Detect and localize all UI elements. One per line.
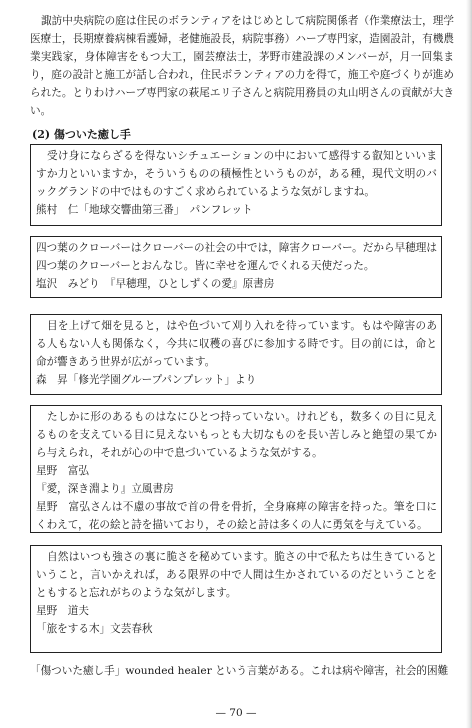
quote-box-3 xyxy=(30,314,442,395)
section-heading: (2) 傷ついた癒し手 xyxy=(32,128,131,141)
page-number: — 70 — xyxy=(215,707,257,719)
quote-box-4 xyxy=(30,405,442,533)
quote-note: 星野 富弘さんは不慮の事故で首の骨を骨折，全身麻痺の障害を持った。筆を口にくわえて，花の絵と詩を描いており，その絵と詩は多くの人に勇気を与えている。 xyxy=(36,501,437,531)
quote-body: 四つ葉のクローバーはクローバーの社会の中では，障害クローバー。だから早穂理は四つ葉のクローバーとおんなじ。皆に幸せを運んでくれる天使だった。 xyxy=(36,242,437,272)
quote-box-5 xyxy=(30,545,442,653)
quote-attribution: 塩沢 みどり 『早穂理，ひとしずくの愛』原書房 xyxy=(36,278,275,290)
quote-body: 自然はいつも強さの裏に脆さを秘めています。脆さの中で私たちは生きているということ，言いかえれば，ある限界の中で人間は生かされているのだということをともすると忘れがちのような気がします。 xyxy=(36,551,437,599)
quote-body: 受け身にならざるを得ないシチュエーションの中において感得する叡知といいますか力といいますか，そういうものの積極性というものが，ある種，現代文明のバックグランドの中ではものすごく求められているような気がしますね。 xyxy=(36,150,437,198)
closing-paragraph: 「傷ついた癒し手」wounded healer という言葉がある。これは病や障害，社会的困難 xyxy=(30,665,449,677)
quote-body: たしかに形のあるものはなにひとつ持っていない。けれども，数多くの目に見えるものを支えている目に見えないもっとも大切なものを長い苦しみと絶望の果てから与えられ，それが心の中で息づいているような気がする。 xyxy=(36,411,437,459)
quote-attribution: 森 昇「修光学園グループパンプレット」より xyxy=(36,374,257,386)
quote-box-1 xyxy=(30,144,442,226)
scan-edge-shadow xyxy=(466,0,472,728)
quote-author-name: 星野 富弘 xyxy=(36,465,89,477)
quote-author-source: 「旅をする木」文芸春秋 xyxy=(36,623,153,635)
quote-box-2 xyxy=(30,236,442,298)
quote-author-source: 『愛，深き淵より』立風書房 xyxy=(36,483,174,495)
quote-attribution: 熊村 仁「地球交響曲第三番」 パンフレット xyxy=(36,204,253,216)
quote-author-name: 星野 道夫 xyxy=(36,605,89,617)
intro-paragraph: 諏訪中央病院の庭は住民のボランティアをはじめとして病院関係者（作業療法士，理学医療士，長期療養病棟看護婦，老健施設長，病院事務）ハーブ専門家，造園設計，有機農業実践家，身体障害をもつ大工，園芸療法士，茅野市建設課のメンバーが，月一回集まり，庭の設計と施工が話し合われ，住民ボランティアの力を得て，施工や庭づくりが進められた。とりわけハーブ専門家の萩尾エリ子さんと病院用務員の丸山明さんの貢献が大きい。 xyxy=(30,15,454,117)
quote-body: 目を上げて畑を見ると，はや色づいて刈り入れを待っています。もはや障害のある人もない人も関係なく，今共に収穫の喜びに参加する時です。目の前には，命と命が響きあう世界が広がっています。 xyxy=(36,320,437,368)
